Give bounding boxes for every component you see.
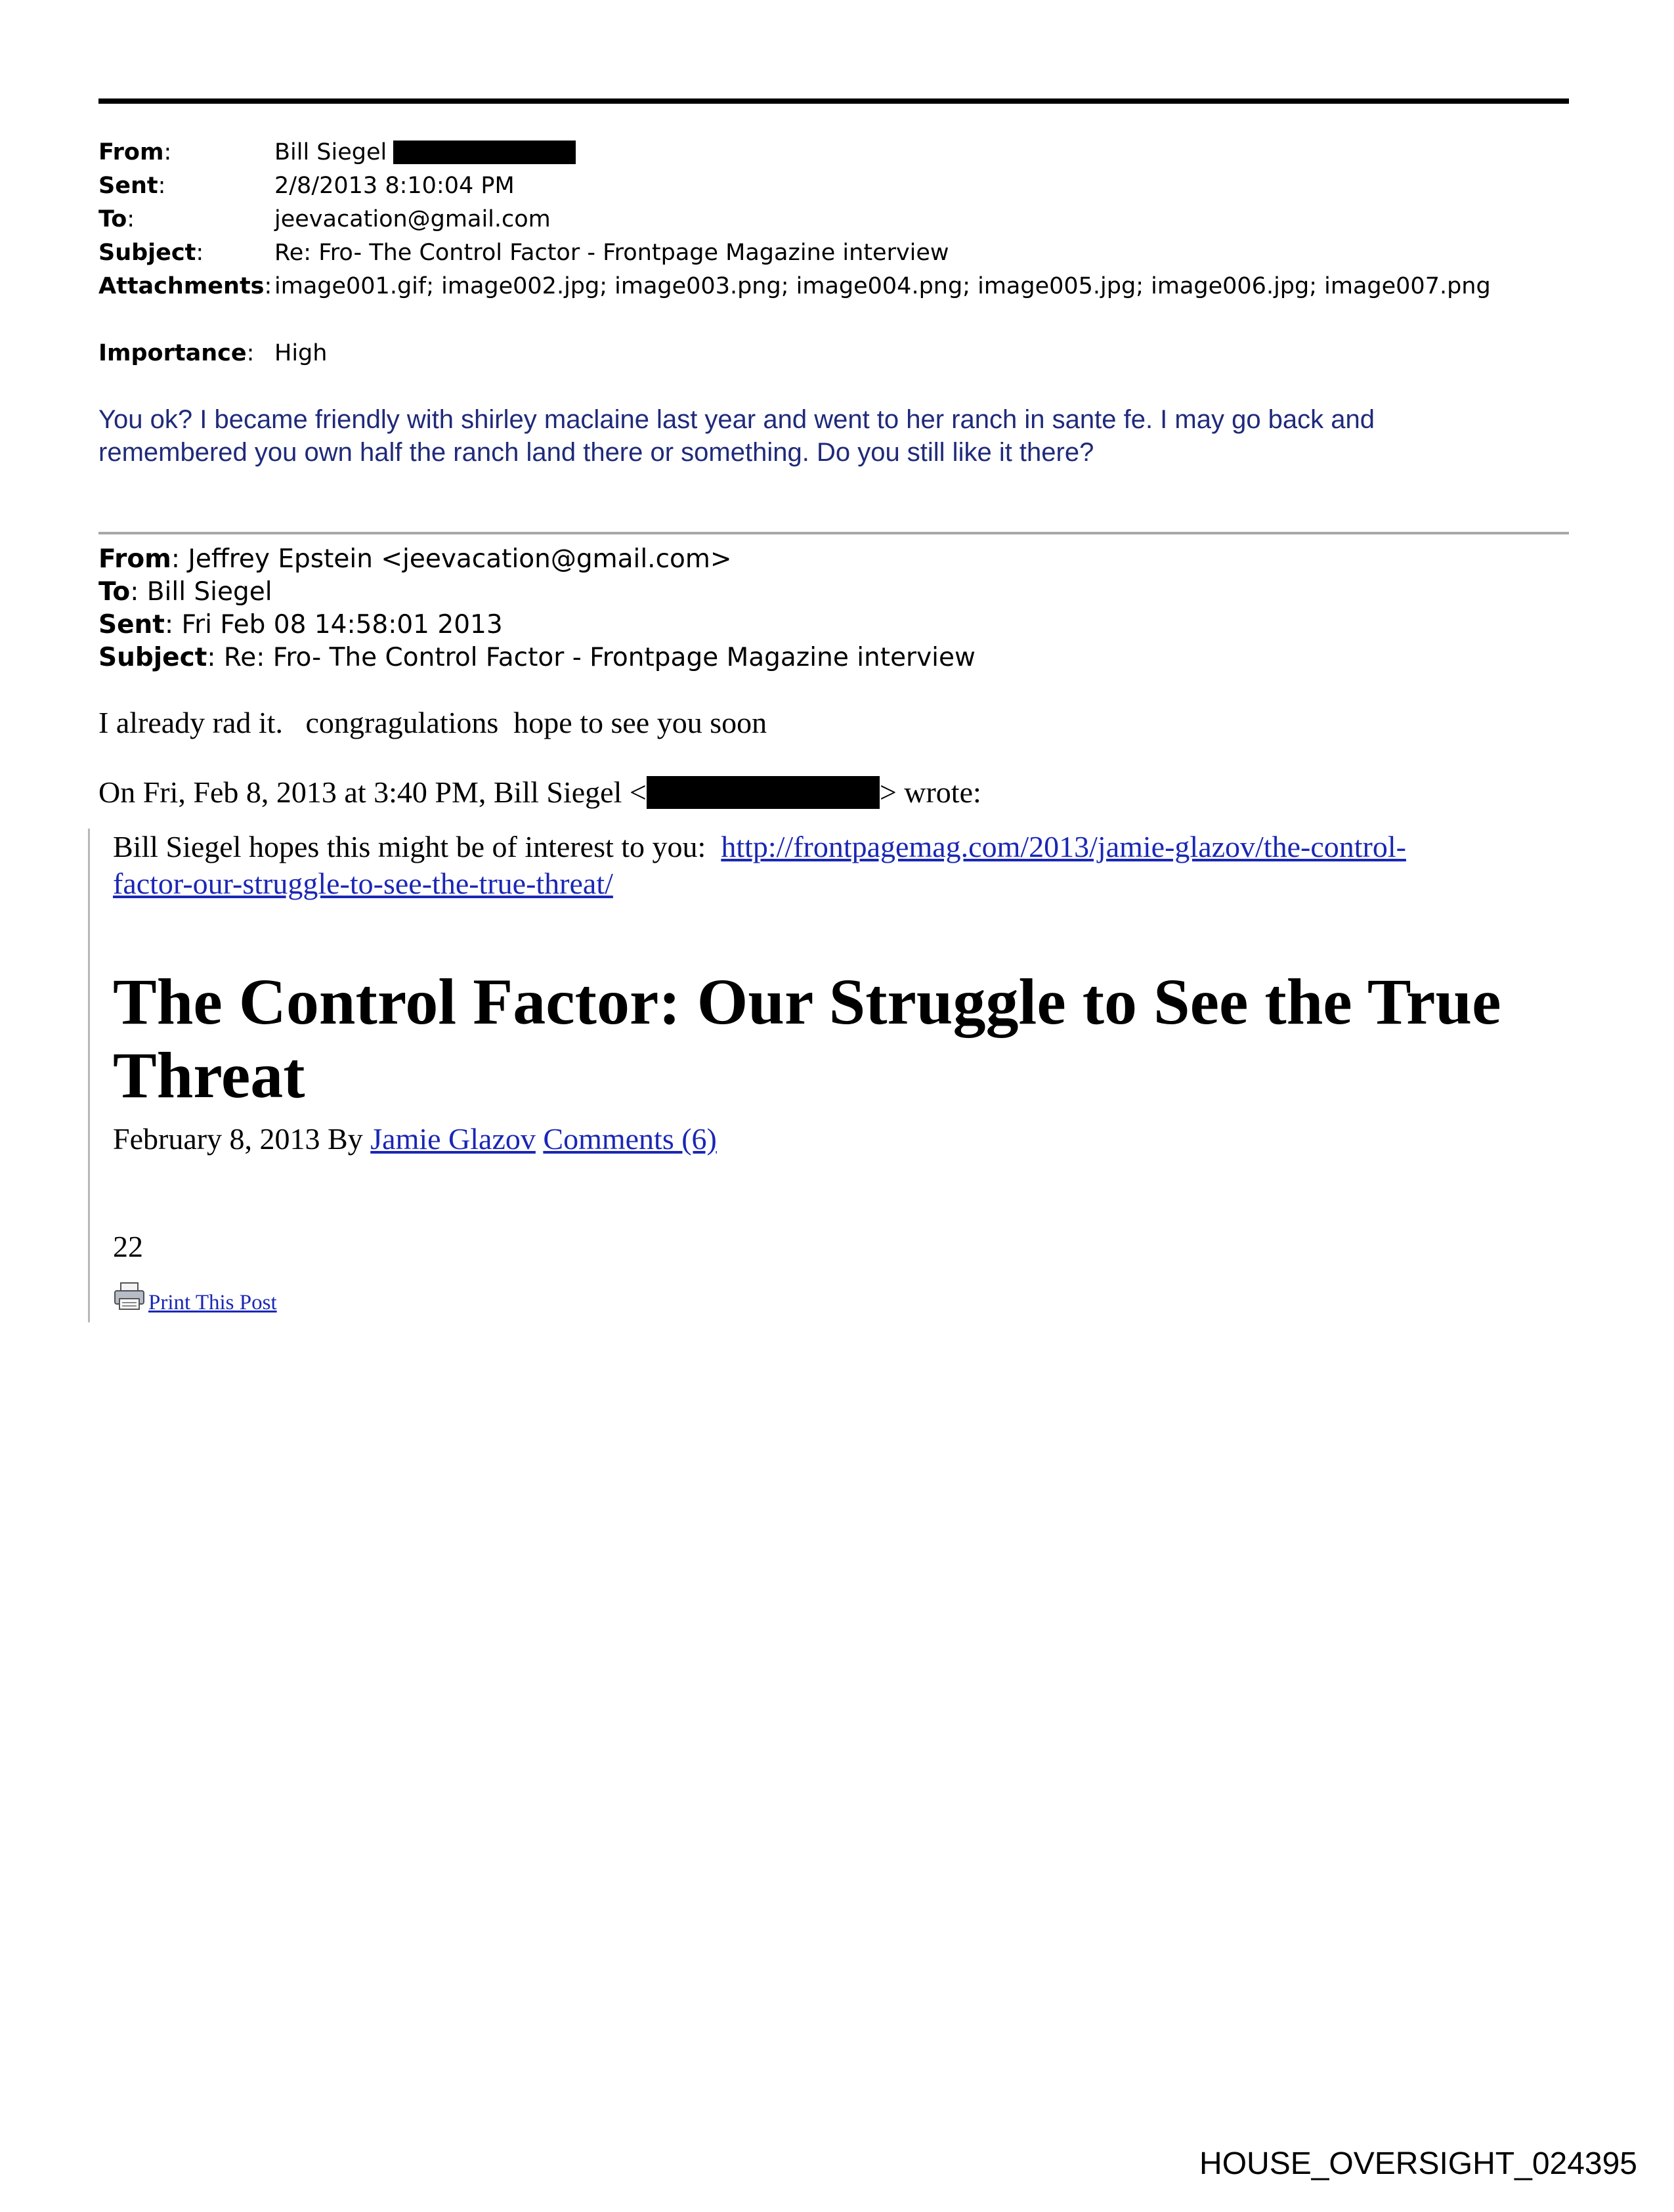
sent-value: 2/8/2013 8:10:04 PM: [274, 172, 515, 199]
quote-intro-text: Bill Siegel hopes this might be of interest to you:: [113, 830, 706, 863]
email-header: [98, 135, 1569, 370]
to-label: To: [98, 206, 127, 232]
comments-link[interactable]: Comments (6): [543, 1122, 717, 1156]
article-byline: [113, 1121, 717, 1156]
quoted-to-value: Bill Siegel: [146, 576, 272, 607]
separator-rule: [98, 532, 1569, 534]
message-line: You ok? I became friendly with shirley maclaine last year and went to her ranch in sante fe. I may go back and: [98, 405, 1375, 434]
importance-value: High: [274, 339, 328, 366]
importance-label: Importance: [98, 339, 247, 366]
subject-value: Re: Fro- The Control Factor - Frontpage Magazine interview: [274, 239, 949, 266]
quoted-from-label: From: [98, 544, 171, 574]
message-body: [98, 403, 1569, 469]
bates-number: HOUSE_OVERSIGHT_024395: [1199, 2146, 1637, 2181]
quoted-subject-value: Re: Fro- The Control Factor - Frontpage Magazine interview: [223, 642, 976, 672]
print-post-link[interactable]: Print This Post: [148, 1291, 277, 1314]
printer-icon[interactable]: [113, 1282, 146, 1315]
quoted-sent-label: Sent: [98, 609, 165, 640]
header-to-row: To: jeevacation@gmail.com: [98, 206, 551, 232]
quoted-sent-value: Fri Feb 08 14:58:01 2013: [181, 609, 503, 640]
header-from-row: From: Bill Siegel: [98, 135, 1569, 169]
reply-text: I already rad it. congragulations hope to see you soon: [98, 706, 767, 739]
from-label: From: [98, 139, 164, 165]
redaction-box: [393, 141, 576, 164]
to-value: jeevacation@gmail.com: [274, 206, 551, 232]
subject-label: Subject: [98, 239, 196, 266]
header-subject-row: Subject: Re: Fro- The Control Factor - Frontpage Magazine interview: [98, 239, 949, 266]
quote-attribution: [98, 775, 981, 810]
header-importance-row: Importance: High: [98, 339, 328, 366]
quote-intro: [113, 829, 1557, 902]
message-line: remembered you own half the ranch land there or something. Do you still like it there?: [98, 438, 1094, 467]
top-rule: [98, 98, 1569, 104]
attachments-label: Attachments: [98, 272, 265, 299]
sent-label: Sent: [98, 172, 158, 199]
header-sent-row: Sent: 2/8/2013 8:10:04 PM: [98, 172, 515, 199]
from-value: Bill Siegel: [274, 139, 387, 165]
attachments-value: image001.gif; image002.jpg; image003.png; image004.png; image005.jpg; image006.jpg; image007.png: [274, 272, 1491, 299]
author-link[interactable]: Jamie Glazov: [370, 1122, 536, 1156]
redaction-box: [647, 776, 880, 809]
quoted-subject-label: Subject: [98, 642, 207, 672]
quoted-from-value: Jeffrey Epstein <jeevacation@gmail.com>: [188, 544, 732, 574]
quoted-header: From : Jeffrey Epstein <jeevacation@gmail.com> To : Bill Siegel Sent : Fri Feb 08 14:58:01 2013 Subject : Re: Fro- The Control Factor - Frontpage Magazine interview: [98, 544, 976, 672]
quoted-block: [88, 829, 1571, 1322]
header-attachments-row: Attachments: image001.gif; image002.jpg; image003.png; image004.png; image005.jpg; image006.jpg; image007.png: [98, 272, 1491, 299]
quoted-to-label: To: [98, 576, 131, 607]
attribution-after: > wrote:: [879, 775, 981, 809]
share-count: 22: [113, 1230, 143, 1263]
article-headline: The Control Factor: Our Struggle to See the True Threat: [113, 965, 1501, 1112]
article-link[interactable]: http://frontpagemag.com/2013/jamie-glazov/the-control- factor-our-struggle-to-see-the-true-threat/: [113, 830, 1406, 900]
attribution-before: On Fri, Feb 8, 2013 at 3:40 PM, Bill Siegel <: [98, 775, 647, 809]
print-post: [113, 1282, 277, 1315]
byline-date: February 8, 2013 By: [113, 1122, 363, 1156]
